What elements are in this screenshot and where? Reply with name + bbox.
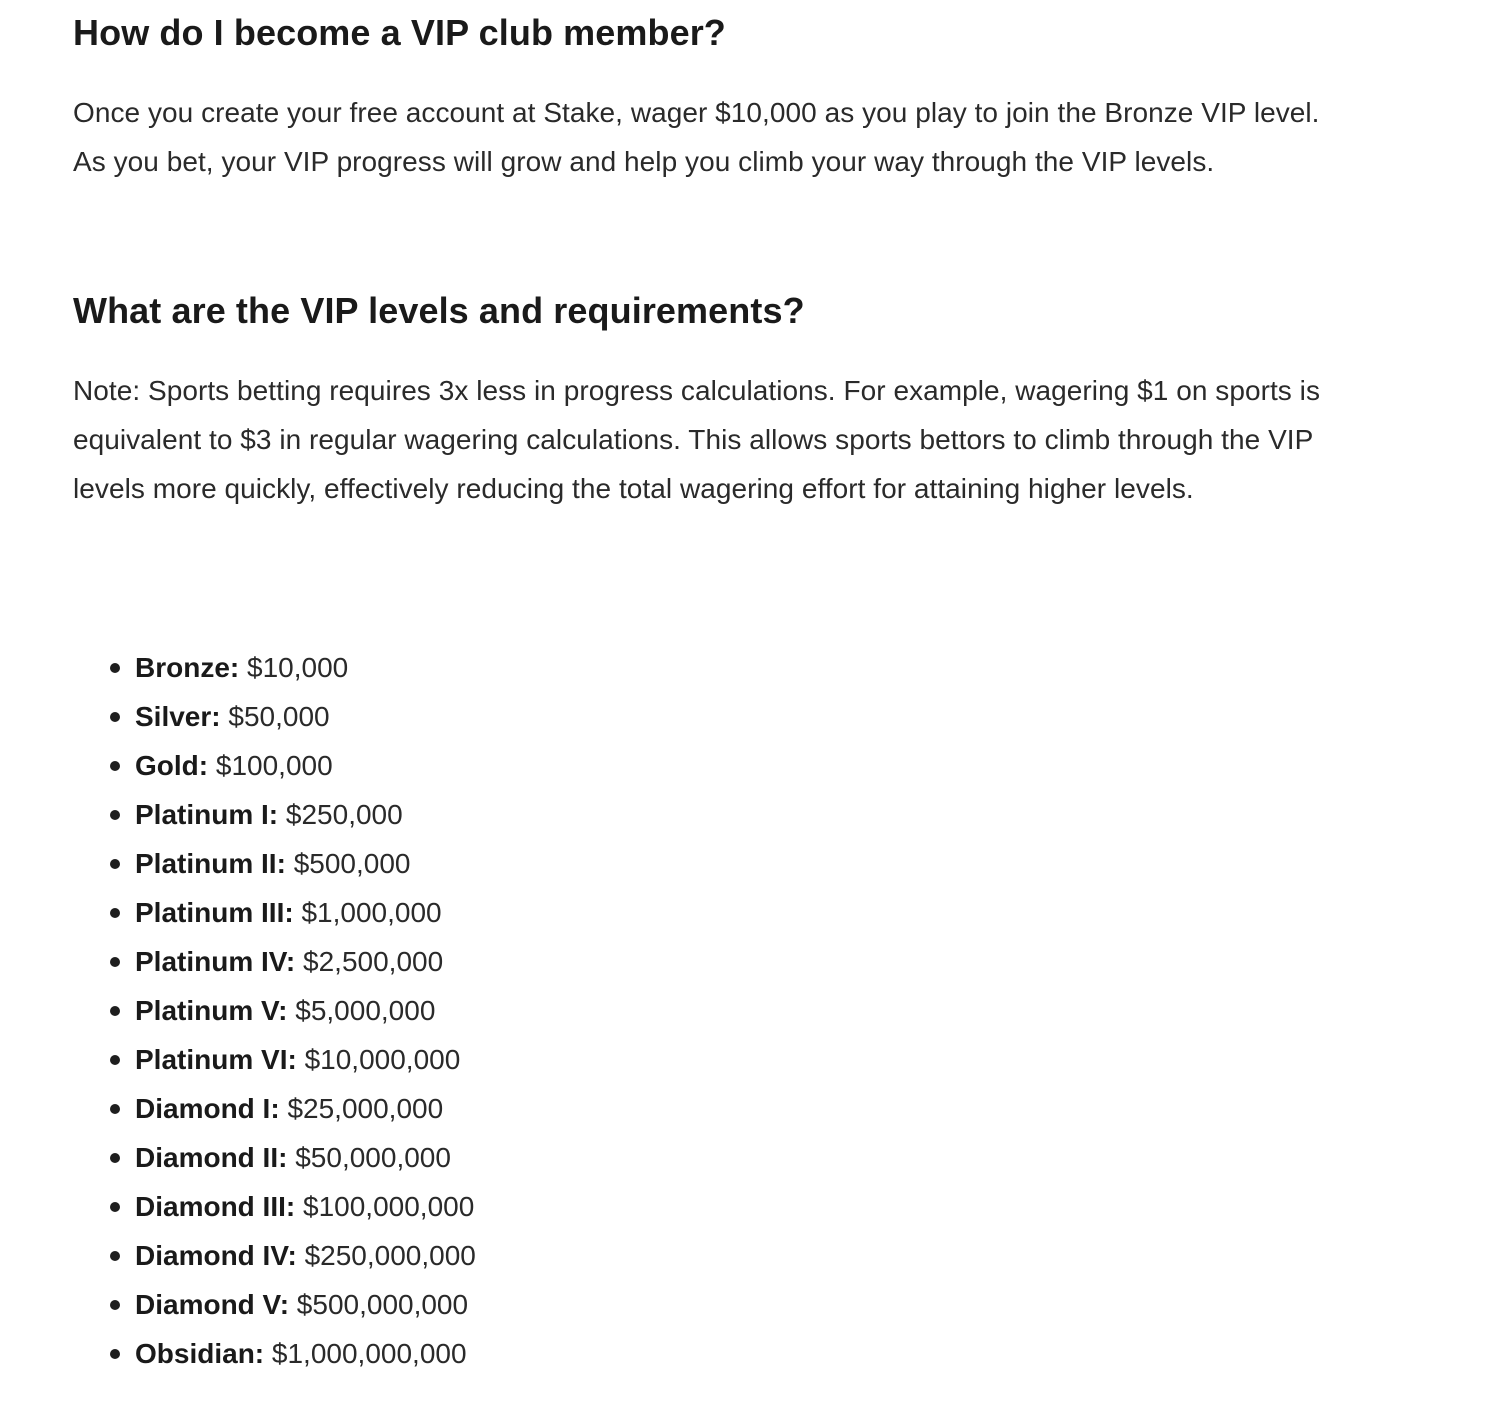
level-name: Platinum II: <box>135 848 286 879</box>
list-item <box>73 1280 476 1329</box>
list-item <box>73 643 476 692</box>
level-name: Diamond IV: <box>135 1240 297 1271</box>
bullet-icon <box>110 1006 120 1016</box>
level-name: Diamond V: <box>135 1289 290 1320</box>
bullet-icon <box>110 1104 120 1114</box>
level-amount: $500,000,000 <box>296 1289 469 1320</box>
bullet-icon <box>110 1300 120 1310</box>
level-name: Platinum IV: <box>135 946 296 977</box>
bullet-icon <box>110 1202 120 1212</box>
level-amount: $100,000,000 <box>303 1191 475 1222</box>
bullet-icon <box>110 1251 120 1261</box>
bullet-icon <box>110 663 120 673</box>
list-item <box>73 1084 476 1133</box>
list-item <box>73 1182 476 1231</box>
level-name: Diamond III: <box>135 1191 296 1222</box>
level-amount: $500,000 <box>293 848 411 879</box>
sports-betting-note-paragraph: Note: Sports betting requires 3x less in progress calculations. For example, wagering $1 on sports is equivalent to $3 in regular wagering calculations. This allows sports bettors to climb through the VIP levels more quickly, effectively reducing the total wagering effort for attaining higher levels. <box>73 375 1320 504</box>
bullet-icon <box>110 1153 120 1163</box>
bullet-icon <box>110 908 120 918</box>
vip-levels-list <box>73 643 476 1378</box>
level-amount: $2,500,000 <box>303 946 444 977</box>
vip-levels-heading: What are the VIP levels and requirements? <box>73 290 805 331</box>
level-amount: $25,000,000 <box>287 1093 444 1124</box>
list-item <box>73 1329 476 1378</box>
bullet-icon <box>110 810 120 820</box>
level-name: Silver: <box>135 701 221 732</box>
bullet-icon <box>110 1055 120 1065</box>
list-item <box>73 1133 476 1182</box>
level-amount: $250,000 <box>285 799 403 830</box>
level-name: Platinum I: <box>135 799 279 830</box>
level-amount: $100,000 <box>215 750 333 781</box>
level-name: Platinum III: <box>135 897 294 928</box>
level-name: Diamond II: <box>135 1142 288 1173</box>
level-name: Diamond I: <box>135 1093 280 1124</box>
level-amount: $10,000,000 <box>304 1044 461 1075</box>
level-amount: $10,000 <box>247 652 349 683</box>
level-amount: $5,000,000 <box>295 995 436 1026</box>
level-amount: $50,000,000 <box>295 1142 451 1173</box>
vip-membership-paragraph: Once you create your free account at Stake, wager $10,000 as you play to join the Bronze VIP level. As you bet, your VIP progress will grow and help you climb your way through the VIP levels. <box>73 97 1320 177</box>
bullet-icon <box>110 957 120 967</box>
list-item <box>73 986 476 1035</box>
list-item <box>73 741 476 790</box>
level-name: Obsidian: <box>135 1338 265 1369</box>
level-name: Platinum VI: <box>135 1044 297 1075</box>
vip-membership-heading: How do I become a VIP club member? <box>73 12 726 53</box>
level-name: Bronze: <box>135 652 240 683</box>
list-item <box>73 839 476 888</box>
list-item <box>73 888 476 937</box>
bullet-icon <box>110 1349 120 1359</box>
level-amount: $250,000,000 <box>304 1240 476 1271</box>
level-name: Gold: <box>135 750 209 781</box>
level-amount: $50,000 <box>228 701 330 732</box>
bullet-icon <box>110 859 120 869</box>
bullet-icon <box>110 712 120 722</box>
list-item <box>73 937 476 986</box>
bullet-icon <box>110 761 120 771</box>
list-item <box>73 1231 476 1280</box>
list-item <box>73 1035 476 1084</box>
level-name: Platinum V: <box>135 995 288 1026</box>
list-item <box>73 692 476 741</box>
list-item <box>73 790 476 839</box>
level-amount: $1,000,000,000 <box>271 1338 467 1369</box>
level-amount: $1,000,000 <box>301 897 442 928</box>
